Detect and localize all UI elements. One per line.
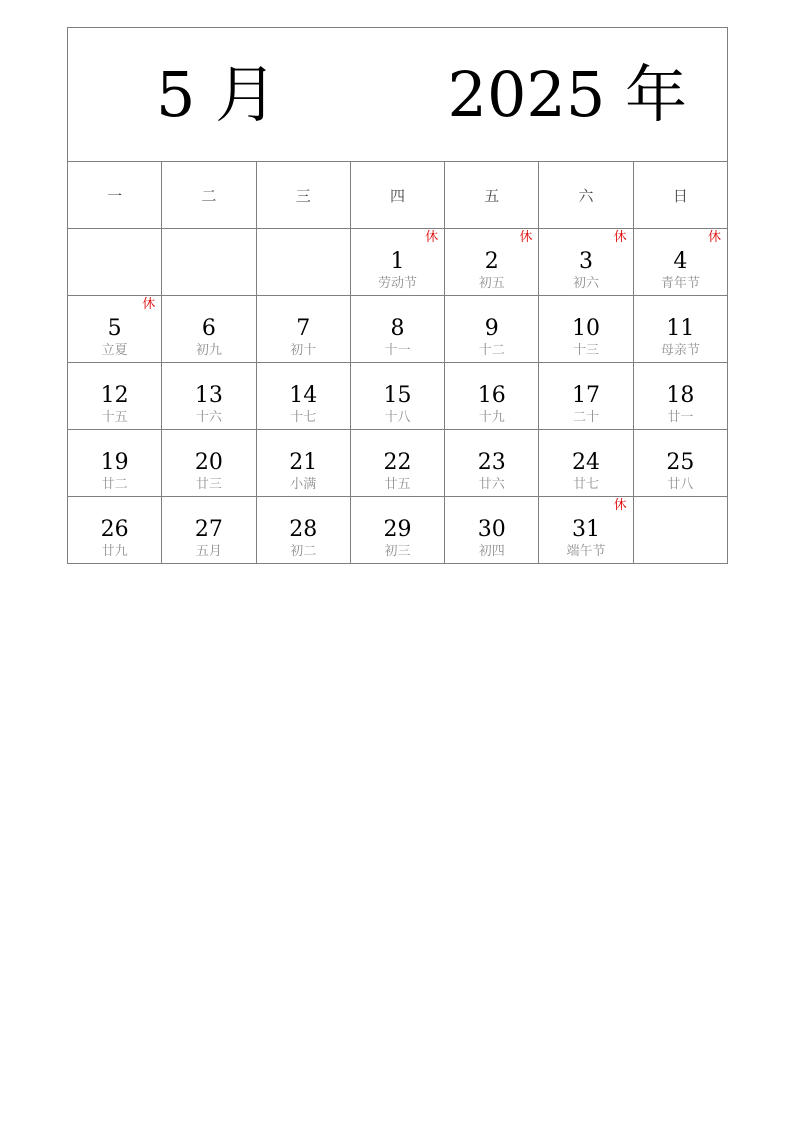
day-cell [162, 430, 256, 497]
day-cell [162, 363, 256, 430]
holiday-badge: 休 [142, 297, 156, 312]
day-cell [162, 229, 256, 296]
day-number: 7 [296, 316, 311, 341]
day-cell-content [634, 296, 727, 362]
holiday-badge: 休 [613, 230, 627, 245]
lunar-date: 青年节 [660, 276, 700, 291]
day-cell [633, 296, 727, 363]
lunar-date: 廿六 [478, 477, 505, 492]
day-cell [350, 296, 444, 363]
day-cell [256, 497, 350, 564]
day-cell-content [68, 363, 161, 429]
year-title: 2025 年 [447, 58, 687, 131]
day-number: 10 [572, 316, 601, 341]
holiday-badge: 休 [519, 230, 533, 245]
day-cell-content [351, 296, 444, 362]
day-cell-content [68, 229, 161, 295]
lunar-date: 小满 [290, 477, 317, 492]
day-number: 8 [390, 316, 405, 341]
day-number: 26 [100, 517, 129, 542]
lunar-date: 廿五 [384, 477, 411, 492]
day-cell-content [68, 296, 161, 362]
day-cell-content [445, 497, 538, 563]
day-cell [445, 497, 539, 564]
lunar-date: 端午节 [566, 544, 606, 559]
day-number: 22 [383, 450, 412, 475]
lunar-date: 初九 [195, 343, 222, 358]
day-cell [256, 363, 350, 430]
weekday-tue: 二 [162, 162, 256, 229]
weekday-header-row [68, 162, 728, 229]
holiday-badge: 休 [707, 230, 721, 245]
day-cell [539, 430, 633, 497]
holiday-badge: 休 [613, 498, 627, 513]
lunar-date: 母亲节 [660, 343, 700, 358]
day-number: 24 [572, 450, 601, 475]
lunar-date: 初六 [573, 276, 600, 291]
day-cell [350, 430, 444, 497]
lunar-date: 十九 [478, 410, 505, 425]
day-cell-content [257, 430, 350, 496]
day-cell [633, 363, 727, 430]
day-cell [633, 229, 727, 296]
weekday-sun: 日 [633, 162, 727, 229]
day-cell-content [539, 497, 632, 563]
title-row [68, 28, 728, 162]
day-cell [68, 430, 162, 497]
lunar-date: 十六 [195, 410, 222, 425]
day-cell [68, 296, 162, 363]
weekday-wed: 三 [256, 162, 350, 229]
day-number: 29 [383, 517, 412, 542]
weekday-fri: 五 [445, 162, 539, 229]
day-number: 20 [194, 450, 223, 475]
lunar-date: 廿二 [101, 477, 128, 492]
day-cell [68, 497, 162, 564]
day-number: 17 [572, 383, 601, 408]
day-number: 18 [666, 383, 695, 408]
day-cell-content [445, 296, 538, 362]
day-cell-content [539, 430, 632, 496]
day-cell [256, 229, 350, 296]
lunar-date: 廿一 [667, 410, 694, 425]
day-cell [350, 497, 444, 564]
day-cell-content [162, 430, 255, 496]
holiday-badge: 休 [425, 230, 439, 245]
day-cell-content [162, 229, 255, 295]
lunar-date: 十一 [384, 343, 411, 358]
day-cell-content [539, 229, 632, 295]
weekday-sat: 六 [539, 162, 633, 229]
day-cell-content [257, 229, 350, 295]
day-number: 2 [484, 249, 499, 274]
day-cell [162, 497, 256, 564]
title-cell [68, 28, 728, 162]
day-cell-content [68, 430, 161, 496]
day-cell [539, 296, 633, 363]
day-number: 25 [666, 450, 695, 475]
day-cell-content [162, 497, 255, 563]
day-cell [539, 497, 633, 564]
week-row [68, 229, 728, 296]
day-number: 27 [194, 517, 223, 542]
day-cell-content [351, 497, 444, 563]
lunar-date: 廿八 [667, 477, 694, 492]
lunar-date: 二十 [573, 410, 600, 425]
day-cell-content [445, 430, 538, 496]
day-cell [633, 497, 727, 564]
day-cell-content [351, 430, 444, 496]
month-title: 5 月 [156, 58, 278, 131]
day-cell-content [257, 296, 350, 362]
day-cell [68, 229, 162, 296]
day-number: 12 [100, 383, 129, 408]
day-cell [445, 430, 539, 497]
day-number: 19 [100, 450, 129, 475]
day-number: 4 [673, 249, 688, 274]
day-number: 21 [289, 450, 318, 475]
day-cell-content [634, 430, 727, 496]
day-cell-content [351, 363, 444, 429]
day-cell [445, 296, 539, 363]
day-cell [256, 430, 350, 497]
day-cell-content [351, 229, 444, 295]
lunar-date: 初五 [478, 276, 505, 291]
day-cell [445, 363, 539, 430]
day-cell [68, 363, 162, 430]
day-cell-content [257, 497, 350, 563]
lunar-date: 十七 [290, 410, 317, 425]
weeks-body [68, 229, 728, 564]
day-number: 3 [579, 249, 594, 274]
day-number: 11 [666, 316, 695, 341]
lunar-date: 十八 [384, 410, 411, 425]
day-cell-content [634, 363, 727, 429]
day-cell [445, 229, 539, 296]
day-cell-content [634, 229, 727, 295]
day-number: 1 [390, 249, 405, 274]
lunar-date: 立夏 [101, 343, 128, 358]
lunar-date: 廿三 [195, 477, 222, 492]
day-cell [539, 229, 633, 296]
lunar-date: 初三 [384, 544, 411, 559]
day-cell [350, 229, 444, 296]
day-number: 5 [107, 316, 122, 341]
calendar-table [67, 27, 728, 564]
day-number: 31 [572, 517, 601, 542]
day-number: 28 [289, 517, 318, 542]
day-cell [162, 296, 256, 363]
day-number: 13 [194, 383, 223, 408]
lunar-date: 廿七 [573, 477, 600, 492]
week-row [68, 296, 728, 363]
lunar-date: 五月 [195, 544, 222, 559]
lunar-date: 劳动节 [377, 276, 417, 291]
lunar-date: 初四 [478, 544, 505, 559]
day-cell [539, 363, 633, 430]
day-cell-content [68, 497, 161, 563]
day-cell [350, 363, 444, 430]
week-row [68, 497, 728, 564]
day-cell-content [634, 497, 727, 563]
lunar-date: 初十 [290, 343, 317, 358]
day-cell-content [162, 363, 255, 429]
week-row [68, 363, 728, 430]
day-number: 6 [201, 316, 216, 341]
day-cell-content [539, 296, 632, 362]
day-number: 9 [484, 316, 499, 341]
week-row [68, 430, 728, 497]
day-number: 23 [477, 450, 506, 475]
lunar-date: 廿九 [101, 544, 128, 559]
weekday-mon: 一 [68, 162, 162, 229]
day-cell-content [162, 296, 255, 362]
day-cell-content [445, 229, 538, 295]
lunar-date: 十五 [101, 410, 128, 425]
day-cell-content [257, 363, 350, 429]
day-cell [633, 430, 727, 497]
day-cell-content [539, 363, 632, 429]
day-number: 30 [477, 517, 506, 542]
lunar-date: 初二 [290, 544, 317, 559]
lunar-date: 十二 [478, 343, 505, 358]
weekday-thu: 四 [350, 162, 444, 229]
day-number: 16 [477, 383, 506, 408]
lunar-date: 十三 [573, 343, 600, 358]
day-number: 14 [289, 383, 318, 408]
day-cell-content [445, 363, 538, 429]
day-number: 15 [383, 383, 412, 408]
day-cell [256, 296, 350, 363]
